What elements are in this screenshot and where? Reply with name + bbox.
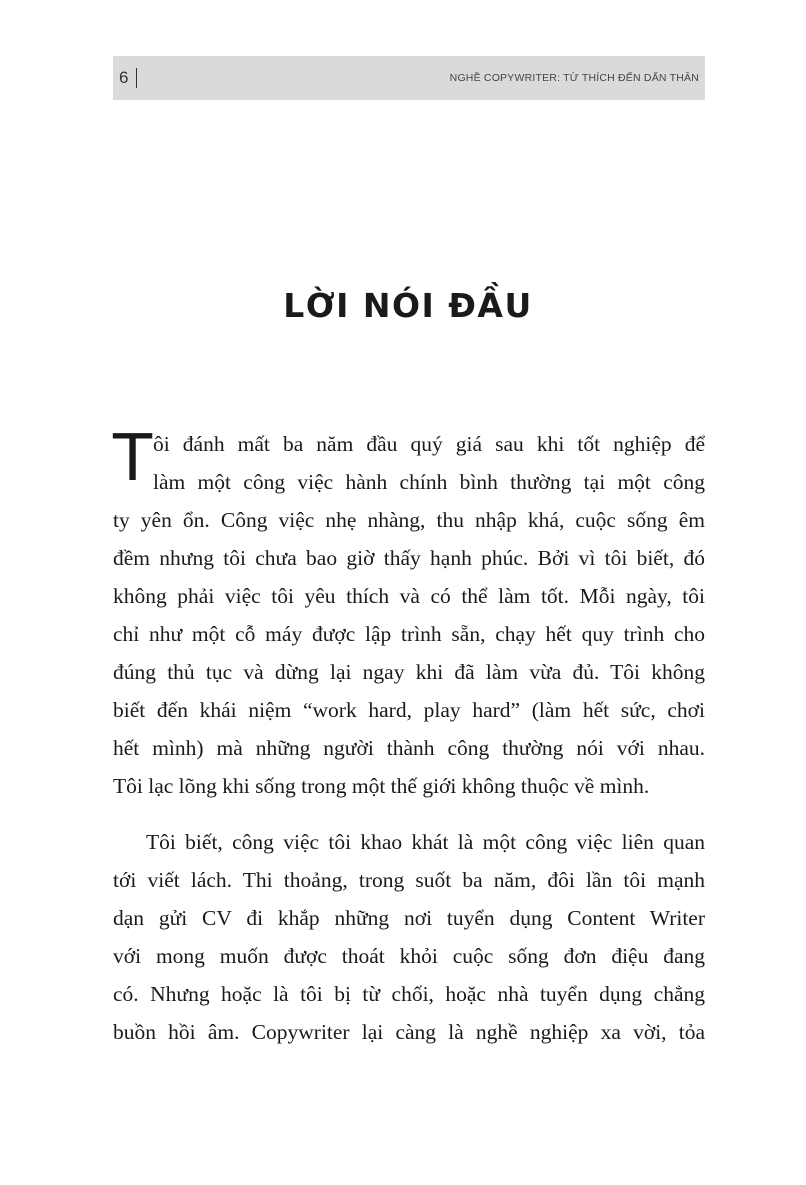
text-line: tới viết lách. Thi thoảng, trong suốt ba năm, đôi lần tôi mạnh: [113, 868, 705, 892]
running-header: [113, 56, 705, 100]
text-line: Tôi biết, công việc tôi khao khát là một công việc liên quan: [146, 830, 705, 854]
text-line: chỉ như một cỗ máy được lập trình sẵn, chạy hết quy trình cho: [113, 622, 705, 646]
text-line: có. Nhưng hoặc là tôi bị từ chối, hoặc nhà tuyển dụng chẳng: [113, 982, 705, 1006]
text-line: không phải việc tôi yêu thích và có thể làm tốt. Mỗi ngày, tôi: [113, 584, 705, 608]
text-line: làm một công việc hành chính bình thường tại một công: [153, 470, 705, 494]
body-text: [113, 422, 705, 1051]
text-line: với mong muốn được thoát khỏi cuộc sống đơn điệu đang: [113, 944, 705, 968]
paragraph-2: [113, 823, 705, 1051]
text-line: buồn hồi âm. Copywriter lại càng là nghề nghiệp xa vời, tỏa: [113, 1020, 705, 1044]
text-line: ôi đánh mất ba năm đầu quý giá sau khi tốt nghiệp để: [153, 432, 705, 456]
text-line: đềm nhưng tôi chưa bao giờ thấy hạnh phúc. Bởi vì tôi biết, đó: [113, 546, 705, 570]
text-line: dạn gửi CV đi khắp những nơi tuyển dụng Content Writer: [113, 906, 705, 930]
text-line: biết đến khái niệm “work hard, play hard” (làm hết sức, chơi: [113, 698, 705, 722]
page-number: 6: [119, 68, 129, 87]
text-line: đúng thủ tục và dừng lại ngay khi đã làm vừa đủ. Tôi không: [113, 660, 705, 684]
header-divider: [136, 68, 137, 88]
drop-cap: T: [113, 422, 153, 496]
chapter-title: LỜI NÓI ĐẦU: [283, 286, 533, 325]
running-title: NGHỀ COPYWRITER: TỪ THÍCH ĐẾN DẤN THÂN: [449, 72, 699, 84]
text-line: Tôi lạc lõng khi sống trong một thế giới không thuộc về mình.: [113, 774, 650, 798]
text-line: ty yên ổn. Công việc nhẹ nhàng, thu nhập khá, cuộc sống êm: [113, 508, 705, 532]
paragraph-1: [113, 422, 705, 805]
text-line: hết mình) mà những người thành công thường nói với nhau.: [113, 736, 705, 760]
